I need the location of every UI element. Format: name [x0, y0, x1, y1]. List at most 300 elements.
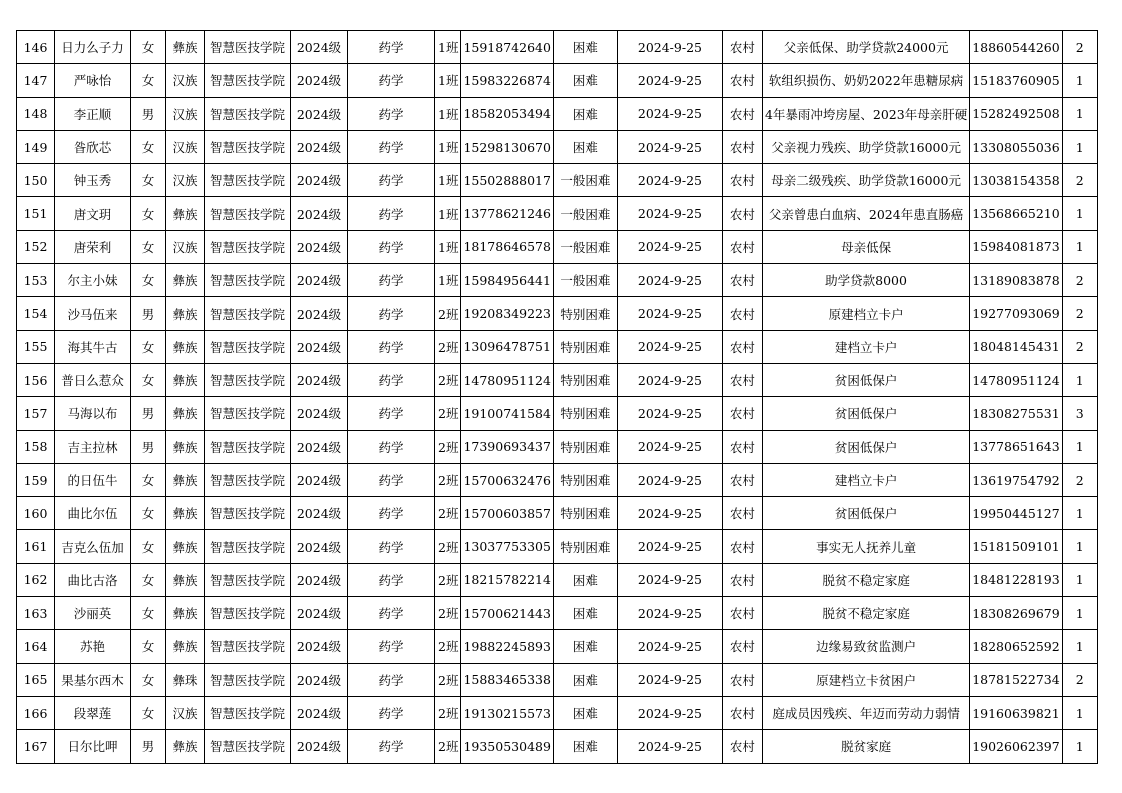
table-row	[17, 730, 1098, 763]
class-cell: 2班	[435, 363, 461, 396]
ethnicity-cell: 彝族	[166, 31, 205, 64]
count-cell: 1	[1062, 497, 1097, 530]
family-situation-cell: 贫困低保户	[762, 397, 969, 430]
name-cell: 钟玉秀	[55, 164, 131, 197]
contact-phone-cell: 15282492508	[970, 97, 1062, 130]
family-situation-cell: 建档立卡户	[762, 330, 969, 363]
residence-cell: 农村	[722, 97, 762, 130]
name-cell: 曲比古洛	[55, 563, 131, 596]
count-cell: 1	[1062, 363, 1097, 396]
gender-cell: 男	[131, 730, 166, 763]
grade-cell: 2024级	[291, 363, 348, 396]
table-row	[17, 563, 1098, 596]
major-cell: 药学	[348, 530, 435, 563]
name-cell: 日力么子力	[55, 31, 131, 64]
residence-cell: 农村	[722, 630, 762, 663]
major-cell: 药学	[348, 463, 435, 496]
contact-phone-cell: 19950445127	[970, 497, 1062, 530]
phone-cell: 13037753305	[461, 530, 553, 563]
table-row	[17, 397, 1098, 430]
difficulty-level-cell: 困难	[553, 630, 617, 663]
ethnicity-cell: 汉族	[166, 97, 205, 130]
major-cell: 药学	[348, 730, 435, 763]
grade-cell: 2024级	[291, 630, 348, 663]
name-cell: 吉主拉林	[55, 430, 131, 463]
college-cell: 智慧医技学院	[205, 64, 291, 97]
residence-cell: 农村	[722, 530, 762, 563]
row-number-cell: 167	[17, 730, 55, 763]
ethnicity-cell: 彝族	[166, 430, 205, 463]
date-cell: 2024-9-25	[617, 197, 722, 230]
table-row	[17, 497, 1098, 530]
ethnicity-cell: 彝珠	[166, 663, 205, 696]
row-number-cell: 156	[17, 363, 55, 396]
family-situation-cell: 贫困低保户	[762, 363, 969, 396]
difficulty-level-cell: 特别困难	[553, 463, 617, 496]
difficulty-level-cell: 困难	[553, 663, 617, 696]
residence-cell: 农村	[722, 363, 762, 396]
name-cell: 苏艳	[55, 630, 131, 663]
grade-cell: 2024级	[291, 164, 348, 197]
gender-cell: 女	[131, 630, 166, 663]
family-situation-cell: 建档立卡户	[762, 463, 969, 496]
class-cell: 2班	[435, 663, 461, 696]
grade-cell: 2024级	[291, 696, 348, 729]
table-row	[17, 330, 1098, 363]
date-cell: 2024-9-25	[617, 463, 722, 496]
contact-phone-cell: 13308055036	[970, 130, 1062, 163]
count-cell: 2	[1062, 264, 1097, 297]
count-cell: 1	[1062, 630, 1097, 663]
ethnicity-cell: 彝族	[166, 630, 205, 663]
gender-cell: 女	[131, 164, 166, 197]
phone-cell: 19100741584	[461, 397, 553, 430]
grade-cell: 2024级	[291, 264, 348, 297]
count-cell: 2	[1062, 297, 1097, 330]
college-cell: 智慧医技学院	[205, 230, 291, 263]
ethnicity-cell: 彝族	[166, 497, 205, 530]
college-cell: 智慧医技学院	[205, 297, 291, 330]
class-cell: 2班	[435, 630, 461, 663]
date-cell: 2024-9-25	[617, 363, 722, 396]
class-cell: 2班	[435, 563, 461, 596]
row-number-cell: 151	[17, 197, 55, 230]
major-cell: 药学	[348, 130, 435, 163]
phone-cell: 17390693437	[461, 430, 553, 463]
row-number-cell: 152	[17, 230, 55, 263]
major-cell: 药学	[348, 64, 435, 97]
table-row	[17, 463, 1098, 496]
college-cell: 智慧医技学院	[205, 730, 291, 763]
phone-cell: 15700621443	[461, 597, 553, 630]
row-number-cell: 164	[17, 630, 55, 663]
contact-phone-cell: 18308275531	[970, 397, 1062, 430]
name-cell: 李正顺	[55, 97, 131, 130]
college-cell: 智慧医技学院	[205, 497, 291, 530]
phone-cell: 15700632476	[461, 463, 553, 496]
college-cell: 智慧医技学院	[205, 696, 291, 729]
table-row	[17, 230, 1098, 263]
college-cell: 智慧医技学院	[205, 31, 291, 64]
phone-cell: 19208349223	[461, 297, 553, 330]
count-cell: 1	[1062, 597, 1097, 630]
major-cell: 药学	[348, 97, 435, 130]
grade-cell: 2024级	[291, 663, 348, 696]
residence-cell: 农村	[722, 563, 762, 596]
family-situation-cell: 脱贫不稳定家庭	[762, 563, 969, 596]
name-cell: 严咏怡	[55, 64, 131, 97]
family-situation-cell: 贫困低保户	[762, 430, 969, 463]
grade-cell: 2024级	[291, 497, 348, 530]
name-cell: 海其牛古	[55, 330, 131, 363]
ethnicity-cell: 彝族	[166, 730, 205, 763]
contact-phone-cell: 15984081873	[970, 230, 1062, 263]
class-cell: 1班	[435, 264, 461, 297]
table-row	[17, 264, 1098, 297]
gender-cell: 女	[131, 597, 166, 630]
contact-phone-cell: 18280652592	[970, 630, 1062, 663]
date-cell: 2024-9-25	[617, 497, 722, 530]
family-situation-cell: 父亲低保、助学贷款24000元	[762, 31, 969, 64]
residence-cell: 农村	[722, 297, 762, 330]
grade-cell: 2024级	[291, 530, 348, 563]
family-situation-cell: 软组织损伤、奶奶2022年患糖尿病	[762, 64, 969, 97]
class-cell: 1班	[435, 130, 461, 163]
ethnicity-cell: 彝族	[166, 363, 205, 396]
date-cell: 2024-9-25	[617, 530, 722, 563]
contact-phone-cell: 15183760905	[970, 64, 1062, 97]
difficulty-level-cell: 一般困难	[553, 264, 617, 297]
grade-cell: 2024级	[291, 563, 348, 596]
grade-cell: 2024级	[291, 197, 348, 230]
difficulty-level-cell: 一般困难	[553, 164, 617, 197]
ethnicity-cell: 彝族	[166, 264, 205, 297]
table-row	[17, 197, 1098, 230]
date-cell: 2024-9-25	[617, 230, 722, 263]
class-cell: 1班	[435, 31, 461, 64]
phone-cell: 19882245893	[461, 630, 553, 663]
contact-phone-cell: 19160639821	[970, 696, 1062, 729]
gender-cell: 女	[131, 64, 166, 97]
phone-cell: 18215782214	[461, 563, 553, 596]
name-cell: 果基尔西木	[55, 663, 131, 696]
family-situation-cell: 边缘易致贫监测户	[762, 630, 969, 663]
residence-cell: 农村	[722, 497, 762, 530]
row-number-cell: 146	[17, 31, 55, 64]
date-cell: 2024-9-25	[617, 64, 722, 97]
class-cell: 2班	[435, 430, 461, 463]
major-cell: 药学	[348, 230, 435, 263]
phone-cell: 13096478751	[461, 330, 553, 363]
residence-cell: 农村	[722, 31, 762, 64]
residence-cell: 农村	[722, 463, 762, 496]
phone-cell: 15983226874	[461, 64, 553, 97]
major-cell: 药学	[348, 397, 435, 430]
phone-cell: 15502888017	[461, 164, 553, 197]
family-situation-cell: 4年暴雨冲垮房屋、2023年母亲肝硬	[762, 97, 969, 130]
table-row	[17, 597, 1098, 630]
ethnicity-cell: 彝族	[166, 463, 205, 496]
date-cell: 2024-9-25	[617, 397, 722, 430]
row-number-cell: 149	[17, 130, 55, 163]
gender-cell: 女	[131, 197, 166, 230]
date-cell: 2024-9-25	[617, 430, 722, 463]
residence-cell: 农村	[722, 130, 762, 163]
name-cell: 吉克么伍加	[55, 530, 131, 563]
ethnicity-cell: 汉族	[166, 696, 205, 729]
gender-cell: 女	[131, 363, 166, 396]
class-cell: 2班	[435, 530, 461, 563]
table-row	[17, 164, 1098, 197]
grade-cell: 2024级	[291, 31, 348, 64]
residence-cell: 农村	[722, 330, 762, 363]
name-cell: 唐荣利	[55, 230, 131, 263]
date-cell: 2024-9-25	[617, 630, 722, 663]
gender-cell: 女	[131, 497, 166, 530]
difficulty-level-cell: 困难	[553, 97, 617, 130]
residence-cell: 农村	[722, 164, 762, 197]
difficulty-level-cell: 一般困难	[553, 197, 617, 230]
major-cell: 药学	[348, 264, 435, 297]
difficulty-level-cell: 困难	[553, 130, 617, 163]
difficulty-level-cell: 特别困难	[553, 530, 617, 563]
residence-cell: 农村	[722, 696, 762, 729]
family-situation-cell: 父亲曾患白血病、2024年患直肠癌	[762, 197, 969, 230]
college-cell: 智慧医技学院	[205, 430, 291, 463]
name-cell: 沙马伍来	[55, 297, 131, 330]
gender-cell: 女	[131, 696, 166, 729]
major-cell: 药学	[348, 31, 435, 64]
count-cell: 2	[1062, 31, 1097, 64]
table-row	[17, 630, 1098, 663]
count-cell: 1	[1062, 530, 1097, 563]
grade-cell: 2024级	[291, 64, 348, 97]
grade-cell: 2024级	[291, 430, 348, 463]
phone-cell: 19130215573	[461, 696, 553, 729]
class-cell: 2班	[435, 730, 461, 763]
gender-cell: 女	[131, 264, 166, 297]
class-cell: 2班	[435, 297, 461, 330]
contact-phone-cell: 13568665210	[970, 197, 1062, 230]
row-number-cell: 150	[17, 164, 55, 197]
gender-cell: 女	[131, 463, 166, 496]
college-cell: 智慧医技学院	[205, 397, 291, 430]
ethnicity-cell: 彝族	[166, 563, 205, 596]
major-cell: 药学	[348, 197, 435, 230]
class-cell: 2班	[435, 463, 461, 496]
difficulty-level-cell: 特别困难	[553, 430, 617, 463]
date-cell: 2024-9-25	[617, 563, 722, 596]
phone-cell: 19350530489	[461, 730, 553, 763]
date-cell: 2024-9-25	[617, 164, 722, 197]
name-cell: 曲比尔伍	[55, 497, 131, 530]
residence-cell: 农村	[722, 264, 762, 297]
family-situation-cell: 原建档立卡户	[762, 297, 969, 330]
count-cell: 1	[1062, 64, 1097, 97]
row-number-cell: 159	[17, 463, 55, 496]
college-cell: 智慧医技学院	[205, 330, 291, 363]
college-cell: 智慧医技学院	[205, 463, 291, 496]
difficulty-level-cell: 困难	[553, 597, 617, 630]
table-row	[17, 297, 1098, 330]
phone-cell: 15883465338	[461, 663, 553, 696]
difficulty-level-cell: 特别困难	[553, 497, 617, 530]
major-cell: 药学	[348, 563, 435, 596]
grade-cell: 2024级	[291, 463, 348, 496]
count-cell: 2	[1062, 463, 1097, 496]
gender-cell: 男	[131, 297, 166, 330]
grade-cell: 2024级	[291, 397, 348, 430]
count-cell: 2	[1062, 663, 1097, 696]
phone-cell: 15298130670	[461, 130, 553, 163]
date-cell: 2024-9-25	[617, 31, 722, 64]
gender-cell: 女	[131, 530, 166, 563]
row-number-cell: 158	[17, 430, 55, 463]
phone-cell: 15918742640	[461, 31, 553, 64]
family-situation-cell: 庭成员因残疾、年迈而劳动力弱情	[762, 696, 969, 729]
gender-cell: 女	[131, 563, 166, 596]
college-cell: 智慧医技学院	[205, 197, 291, 230]
contact-phone-cell: 13619754792	[970, 463, 1062, 496]
table-row	[17, 31, 1098, 64]
grade-cell: 2024级	[291, 297, 348, 330]
grade-cell: 2024级	[291, 597, 348, 630]
row-number-cell: 165	[17, 663, 55, 696]
count-cell: 2	[1062, 330, 1097, 363]
residence-cell: 农村	[722, 64, 762, 97]
gender-cell: 女	[131, 130, 166, 163]
contact-phone-cell: 19277093069	[970, 297, 1062, 330]
phone-cell: 15984956441	[461, 264, 553, 297]
count-cell: 1	[1062, 696, 1097, 729]
major-cell: 药学	[348, 696, 435, 729]
class-cell: 2班	[435, 497, 461, 530]
phone-cell: 15700603857	[461, 497, 553, 530]
row-number-cell: 161	[17, 530, 55, 563]
row-number-cell: 166	[17, 696, 55, 729]
college-cell: 智慧医技学院	[205, 97, 291, 130]
family-situation-cell: 助学贷款8000	[762, 264, 969, 297]
row-number-cell: 148	[17, 97, 55, 130]
class-cell: 1班	[435, 64, 461, 97]
phone-cell: 18582053494	[461, 97, 553, 130]
contact-phone-cell: 13038154358	[970, 164, 1062, 197]
residence-cell: 农村	[722, 730, 762, 763]
major-cell: 药学	[348, 164, 435, 197]
major-cell: 药学	[348, 597, 435, 630]
date-cell: 2024-9-25	[617, 730, 722, 763]
class-cell: 1班	[435, 97, 461, 130]
phone-cell: 14780951124	[461, 363, 553, 396]
residence-cell: 农村	[722, 597, 762, 630]
class-cell: 2班	[435, 597, 461, 630]
contact-phone-cell: 13778651643	[970, 430, 1062, 463]
difficulty-level-cell: 特别困难	[553, 397, 617, 430]
college-cell: 智慧医技学院	[205, 164, 291, 197]
major-cell: 药学	[348, 663, 435, 696]
row-number-cell: 157	[17, 397, 55, 430]
table-row	[17, 663, 1098, 696]
major-cell: 药学	[348, 630, 435, 663]
family-situation-cell: 脱贫不稳定家庭	[762, 597, 969, 630]
family-situation-cell: 母亲二级残疾、助学贷款16000元	[762, 164, 969, 197]
table-row	[17, 130, 1098, 163]
table-row	[17, 430, 1098, 463]
name-cell: 日尔比呷	[55, 730, 131, 763]
count-cell: 1	[1062, 130, 1097, 163]
major-cell: 药学	[348, 497, 435, 530]
contact-phone-cell: 18048145431	[970, 330, 1062, 363]
major-cell: 药学	[348, 297, 435, 330]
contact-phone-cell: 18781522734	[970, 663, 1062, 696]
name-cell: 唐文玥	[55, 197, 131, 230]
residence-cell: 农村	[722, 230, 762, 263]
table-row	[17, 64, 1098, 97]
gender-cell: 女	[131, 330, 166, 363]
gender-cell: 女	[131, 230, 166, 263]
college-cell: 智慧医技学院	[205, 363, 291, 396]
ethnicity-cell: 汉族	[166, 64, 205, 97]
row-number-cell: 163	[17, 597, 55, 630]
college-cell: 智慧医技学院	[205, 597, 291, 630]
grade-cell: 2024级	[291, 730, 348, 763]
contact-phone-cell: 18860544260	[970, 31, 1062, 64]
class-cell: 1班	[435, 230, 461, 263]
count-cell: 1	[1062, 197, 1097, 230]
count-cell: 1	[1062, 563, 1097, 596]
major-cell: 药学	[348, 430, 435, 463]
ethnicity-cell: 汉族	[166, 164, 205, 197]
table-row	[17, 696, 1098, 729]
residence-cell: 农村	[722, 663, 762, 696]
date-cell: 2024-9-25	[617, 330, 722, 363]
gender-cell: 女	[131, 31, 166, 64]
family-situation-cell: 原建档立卡贫困户	[762, 663, 969, 696]
date-cell: 2024-9-25	[617, 696, 722, 729]
row-number-cell: 155	[17, 330, 55, 363]
date-cell: 2024-9-25	[617, 597, 722, 630]
ethnicity-cell: 彝族	[166, 397, 205, 430]
name-cell: 沙丽英	[55, 597, 131, 630]
grade-cell: 2024级	[291, 330, 348, 363]
ethnicity-cell: 彝族	[166, 530, 205, 563]
class-cell: 2班	[435, 330, 461, 363]
count-cell: 1	[1062, 230, 1097, 263]
difficulty-level-cell: 困难	[553, 730, 617, 763]
college-cell: 智慧医技学院	[205, 630, 291, 663]
grade-cell: 2024级	[291, 230, 348, 263]
residence-cell: 农村	[722, 430, 762, 463]
table-row	[17, 363, 1098, 396]
gender-cell: 男	[131, 430, 166, 463]
ethnicity-cell: 彝族	[166, 330, 205, 363]
contact-phone-cell: 18308269679	[970, 597, 1062, 630]
class-cell: 2班	[435, 397, 461, 430]
major-cell: 药学	[348, 330, 435, 363]
gender-cell: 男	[131, 97, 166, 130]
phone-cell: 13778621246	[461, 197, 553, 230]
count-cell: 1	[1062, 97, 1097, 130]
row-number-cell: 162	[17, 563, 55, 596]
grade-cell: 2024级	[291, 130, 348, 163]
difficulty-level-cell: 特别困难	[553, 297, 617, 330]
table-body	[17, 31, 1098, 764]
date-cell: 2024-9-25	[617, 130, 722, 163]
count-cell: 1	[1062, 430, 1097, 463]
difficulty-level-cell: 困难	[553, 696, 617, 729]
name-cell: 段翠莲	[55, 696, 131, 729]
family-situation-cell: 母亲低保	[762, 230, 969, 263]
